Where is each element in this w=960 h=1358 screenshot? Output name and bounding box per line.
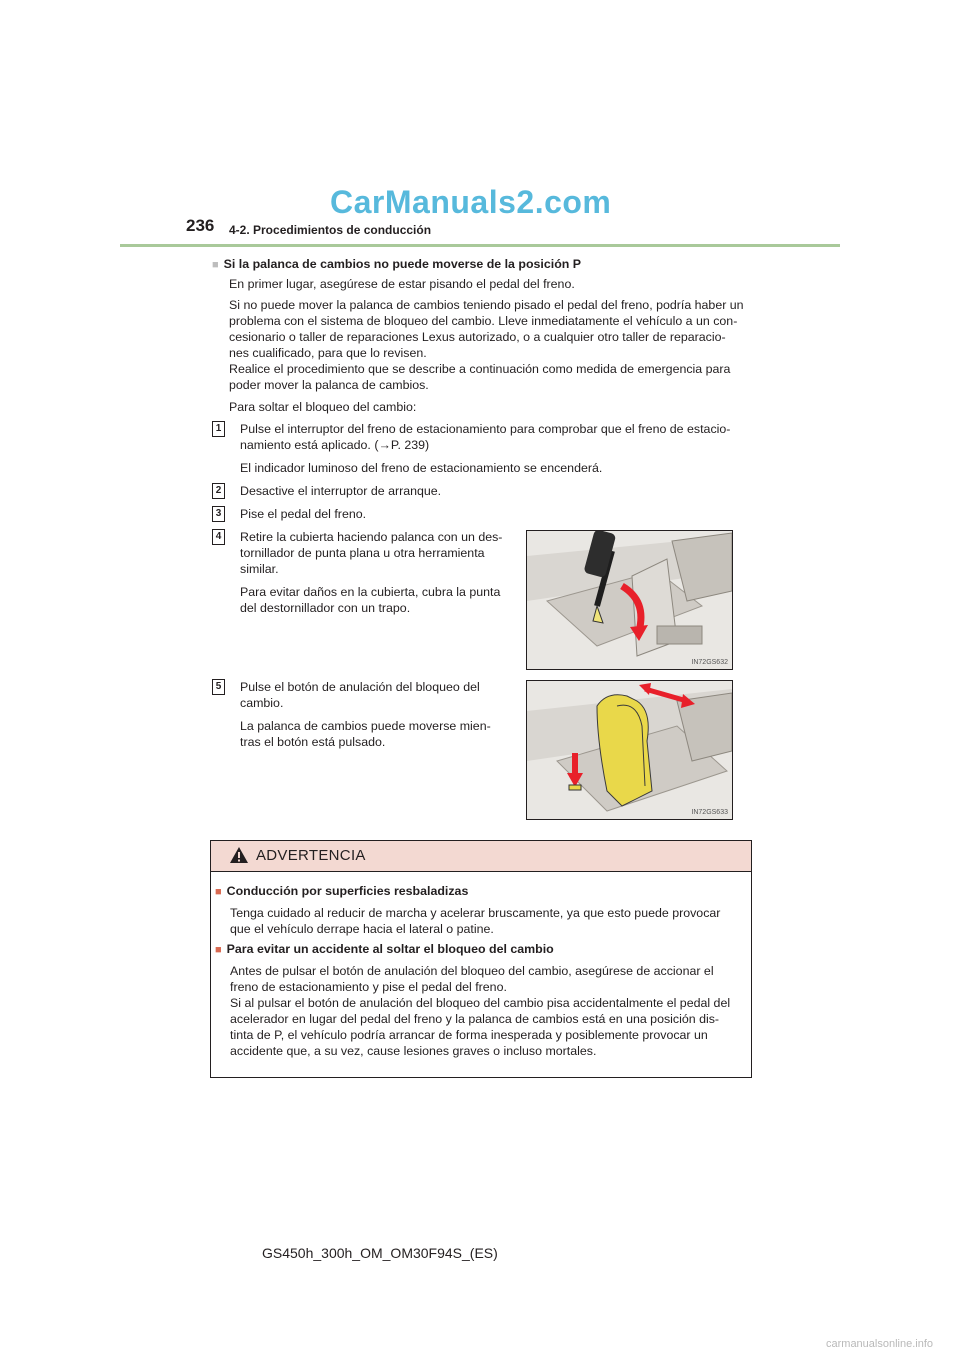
page-number: 236 (186, 216, 215, 235)
step-note: del destornillador con un trapo. (240, 601, 411, 615)
step-text: cambio. (240, 696, 284, 710)
intro-line: Realice el procedimiento que se describe a continuación como medida de emergencia para (229, 362, 731, 376)
step-text: tornillador de punta plana u otra herramienta (240, 546, 485, 560)
warning-text: Tenga cuidado al reducir de marcha y acelerar bruscamente, ya que esto puede provocar (230, 906, 721, 920)
warning-text: Antes de pulsar el botón de anulación del bloqueo del cambio, asegúrese de accionar el (230, 964, 714, 978)
figure-shift-lock-override (526, 680, 733, 820)
figure-screwdriver-cover (526, 530, 733, 670)
step-text: namiento está aplicado. (→P. 239) (240, 438, 430, 452)
warning-title: ADVERTENCIA (256, 847, 366, 864)
section-title: 4-2. Procedimientos de conducción (229, 223, 432, 237)
warning-text: Si al pulsar el botón de anulación del bloqueo del cambio pisa accidentalmente el pedal del (230, 996, 731, 1010)
square-bullet-icon: ■ (212, 259, 219, 271)
site-watermark: carmanualsonline.info (826, 1338, 934, 1350)
console-illustration (527, 531, 732, 669)
intro-line: En primer lugar, asegúrese de estar pisando el pedal del freno. (229, 277, 575, 291)
step-text: Desactive el interruptor de arranque. (240, 484, 442, 498)
intro-line: Si no puede mover la palanca de cambios teniendo pisado el pedal del freno, podría haber un (229, 298, 744, 312)
warning-text: acelerador en lugar del pedal del freno y la palanca de cambios está en una posición dis- (230, 1012, 720, 1026)
warning-item-heading: ■ Conducción por superficies resbaladizas (215, 884, 469, 898)
intro-line: Para soltar el bloqueo del cambio: (229, 400, 417, 414)
step-text: similar. (240, 562, 279, 576)
intro-line: poder mover la palanca de cambios. (229, 378, 429, 392)
figure-label: IN72GS632 (691, 659, 728, 666)
step-note: tras el botón está pulsado. (240, 735, 386, 749)
warning-text: que el vehículo derrape hacia el lateral o patine. (230, 922, 494, 936)
step-note: El indicador luminoso del freno de estacionamiento se encenderá. (240, 461, 603, 475)
warning-text: accidente que, a su vez, cause lesiones graves o incluso mortales. (230, 1044, 597, 1058)
step-number-badge: 3 (212, 506, 225, 522)
square-bullet-icon: ■ (215, 944, 222, 956)
step-number-badge: 1 (212, 421, 225, 437)
step-text: Pulse el interruptor del freno de estacionamiento para comprobar que el freno de estacio- (240, 422, 731, 436)
shift-lever-illustration (527, 681, 732, 819)
intro-line: problema con el sistema de bloqueo del cambio. Lleve inmediatamente el vehículo a un con- (229, 314, 738, 328)
warning-text: freno de estacionamiento y pise el pedal del freno. (230, 980, 507, 994)
warning-item-heading: ■ Para evitar un accidente al soltar el bloqueo del cambio (215, 942, 554, 956)
document-code-footer: GS450h_300h_OM_OM30F94S_(ES) (262, 1245, 498, 1261)
step-number-badge: 2 (212, 483, 225, 499)
step-note: Para evitar daños en la cubierta, cubra la punta (240, 585, 501, 599)
step-text: Pise el pedal del freno. (240, 507, 367, 521)
intro-line: nes cualificado, para que lo revisen. (229, 346, 427, 360)
section-heading: ■ Si la palanca de cambios no puede moverse de la posición P (212, 257, 582, 271)
warning-box (210, 840, 752, 1078)
intro-line: cesionario o taller de reparaciones Lexus autorizado, o a cualquier otro taller de reparacio- (229, 330, 726, 344)
warning-triangle-icon (229, 846, 249, 864)
figure-label: IN72GS633 (691, 809, 728, 816)
square-bullet-icon: ■ (215, 886, 222, 898)
step-note: La palanca de cambios puede moverse mien- (240, 719, 491, 733)
header-rule (120, 244, 840, 247)
step-text: Pulse el botón de anulación del bloqueo del (240, 680, 480, 694)
step-number-badge: 5 (212, 679, 225, 695)
step-text: Retire la cubierta haciendo palanca con un des- (240, 530, 503, 544)
watermark-text: CarManuals2.com (330, 184, 612, 220)
warning-text: tinta de P, el vehículo podría arrancar de forma inesperada y posiblemente provocar un (230, 1028, 708, 1042)
warning-header (211, 841, 751, 872)
step-number-badge: 4 (212, 529, 225, 545)
